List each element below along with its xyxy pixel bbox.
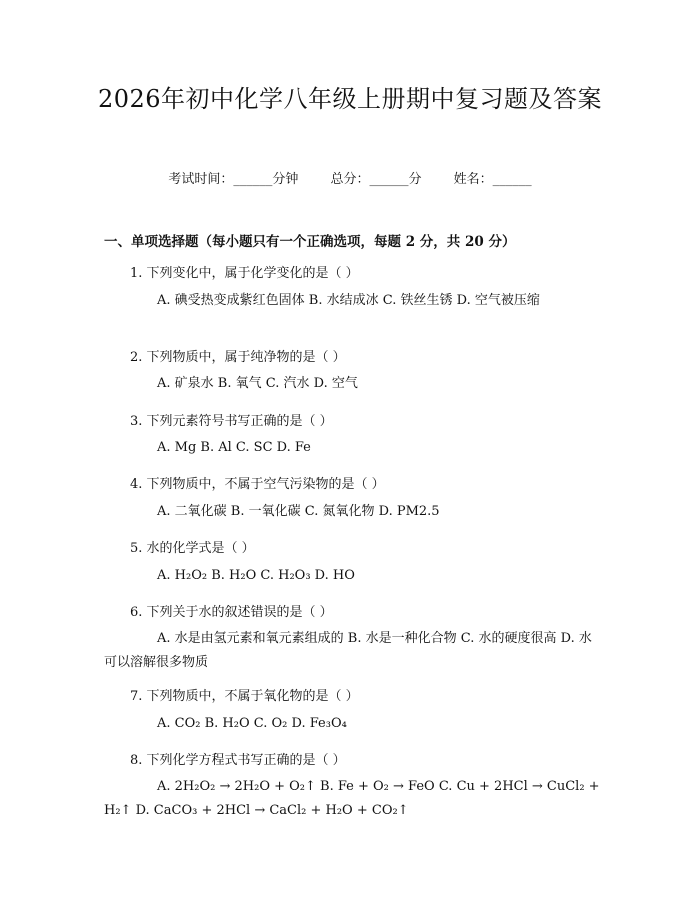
question-stem: 8. 下列化学方程式书写正确的是（ ） [130,753,346,768]
question-stem: 1. 下列变化中，属于化学变化的是（ ） [130,266,359,281]
question-options: A. 碘受热变成紫红色固体 B. 水结成冰 C. 铁丝生锈 D. 空气被压缩 [157,293,540,308]
question-options: A. 2H₂O₂ → 2H₂O + O₂↑ B. Fe + O₂ → FeO C. Cu + 2HCl → CuCl₂ + H₂↑ D. CaCO₃ + 2HCl → CaCl₂ + H₂O + CO₂↑ [104,779,600,818]
question-stem: 3. 下列元素符号书写正确的是（ ） [130,414,333,429]
question-options: A. 水是由氢元素和氧元素组成的 B. 水是一种化合物 C. 水的硬度很高 D. 水可以溶解很多物质 [104,631,592,670]
page-title: 2026年初中化学八年级上册期中复习题及答案 [97,85,603,113]
section-heading: 一、单项选择题（每小题只有一个正确选项，每题 2 分，共 20 分） [104,234,516,250]
question-stem: 7. 下列物质中，不属于氧化物的是（ ） [130,689,359,704]
exam-score: 总分：______分 [330,172,422,187]
question-options: A. Mg B. Al C. SC D. Fe [157,440,311,455]
question-options: A. 二氧化碳 B. 一氧化碳 C. 氮氧化物 D. PM2.5 [157,504,440,519]
question-options: A. H₂O₂ B. H₂O C. H₂O₃ D. HO [157,568,355,583]
exam-meta [0,168,700,187]
question-stem: 5. 水的化学式是（ ） [130,541,255,556]
question-stem: 4. 下列物质中，不属于空气污染物的是（ ） [130,477,385,492]
question-options: A. CO₂ B. H₂O C. O₂ D. Fe₃O₄ [157,716,347,731]
exam-time: 考试时间：______分钟 [168,172,299,187]
student-name: 姓名：______ [453,172,532,187]
question-stem: 6. 下列关于水的叙述错误的是（ ） [130,605,333,620]
question-stem: 2. 下列物质中，属于纯净物的是（ ） [130,350,346,365]
question-options: A. 矿泉水 B. 氧气 C. 汽水 D. 空气 [157,376,358,391]
